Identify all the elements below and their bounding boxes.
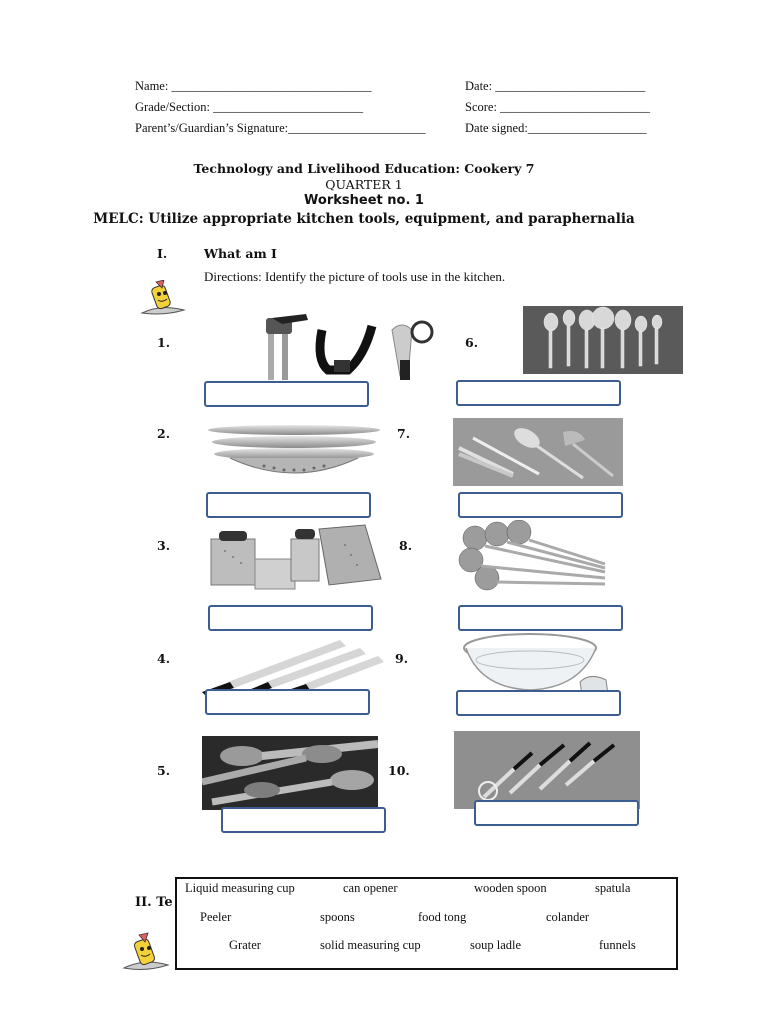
word-bank-item: Grater <box>229 938 261 952</box>
name-field: Name: ________________________________ <box>135 79 372 93</box>
answer-box-4[interactable] <box>205 689 370 715</box>
grater-image <box>205 521 385 591</box>
colander-image <box>204 422 384 484</box>
part1-roman: I. <box>157 246 168 261</box>
item-number: 7. <box>397 426 411 441</box>
answer-box-3[interactable] <box>208 605 373 631</box>
word-bank-item: Peeler <box>200 910 232 924</box>
item-number: 3. <box>157 538 171 553</box>
item-number: 1. <box>157 335 171 350</box>
soup-ladle-image <box>457 520 609 594</box>
word-bank-item: funnels <box>599 938 636 952</box>
subject-title: Technology and Livelihood Education: Cookery 7 <box>193 161 535 176</box>
word-bank-item: Liquid measuring cup <box>185 881 295 895</box>
answer-box-7[interactable] <box>458 492 623 518</box>
pencil-mascot-icon <box>122 932 172 972</box>
word-bank-item: wooden spoon <box>474 881 547 895</box>
parent-signature-field: Parent’s/Guardian’s Signature:______________________ <box>135 121 426 135</box>
item-number: 5. <box>157 763 171 778</box>
answer-box-8[interactable] <box>458 605 623 631</box>
food-tong-image <box>453 418 623 486</box>
word-bank-item: soup ladle <box>470 938 522 952</box>
word-bank-item: spatula <box>595 881 631 895</box>
wooden-spoon-image <box>202 736 378 810</box>
word-bank-item: food tong <box>418 910 467 924</box>
answer-box-9[interactable] <box>456 690 621 716</box>
word-bank-item: solid measuring cup <box>320 938 421 952</box>
item-number: 9. <box>395 651 409 666</box>
part1-title: What am I <box>204 246 277 261</box>
item-number: 6. <box>465 335 479 350</box>
answer-box-1[interactable] <box>204 381 369 407</box>
answer-box-6[interactable] <box>456 380 621 406</box>
answer-box-2[interactable] <box>206 492 371 518</box>
can-opener-image <box>262 310 442 382</box>
item-number: 2. <box>157 426 171 441</box>
item-number: 10. <box>388 763 410 778</box>
spoons-image <box>523 306 683 374</box>
worksheet-title: Worksheet no. 1 <box>304 193 424 208</box>
grade-section-field: Grade/Section: ________________________ <box>135 100 364 114</box>
spatula-image <box>200 636 390 696</box>
word-bank-item: colander <box>546 910 590 924</box>
pencil-mascot-icon <box>140 280 188 316</box>
date-signed-field: Date signed:___________________ <box>465 121 647 135</box>
part2-title: II. Te <box>135 895 173 910</box>
quarter-title: QUARTER 1 <box>325 177 403 192</box>
item-number: 4. <box>157 651 171 666</box>
melc-title: MELC: Utilize appropriate kitchen tools, equipment, and paraphernalia <box>93 211 635 227</box>
word-bank-item: spoons <box>320 910 355 924</box>
answer-box-10[interactable] <box>474 800 639 826</box>
part1-directions: Directions: Identify the picture of tools use in the kitchen. <box>204 269 506 284</box>
peeler-image <box>454 731 640 809</box>
answer-box-5[interactable] <box>221 807 386 833</box>
item-number: 8. <box>399 538 413 553</box>
score-field: Score: ________________________ <box>465 100 651 114</box>
date-field: Date: ________________________ <box>465 79 646 93</box>
word-bank-item: can opener <box>343 881 398 895</box>
